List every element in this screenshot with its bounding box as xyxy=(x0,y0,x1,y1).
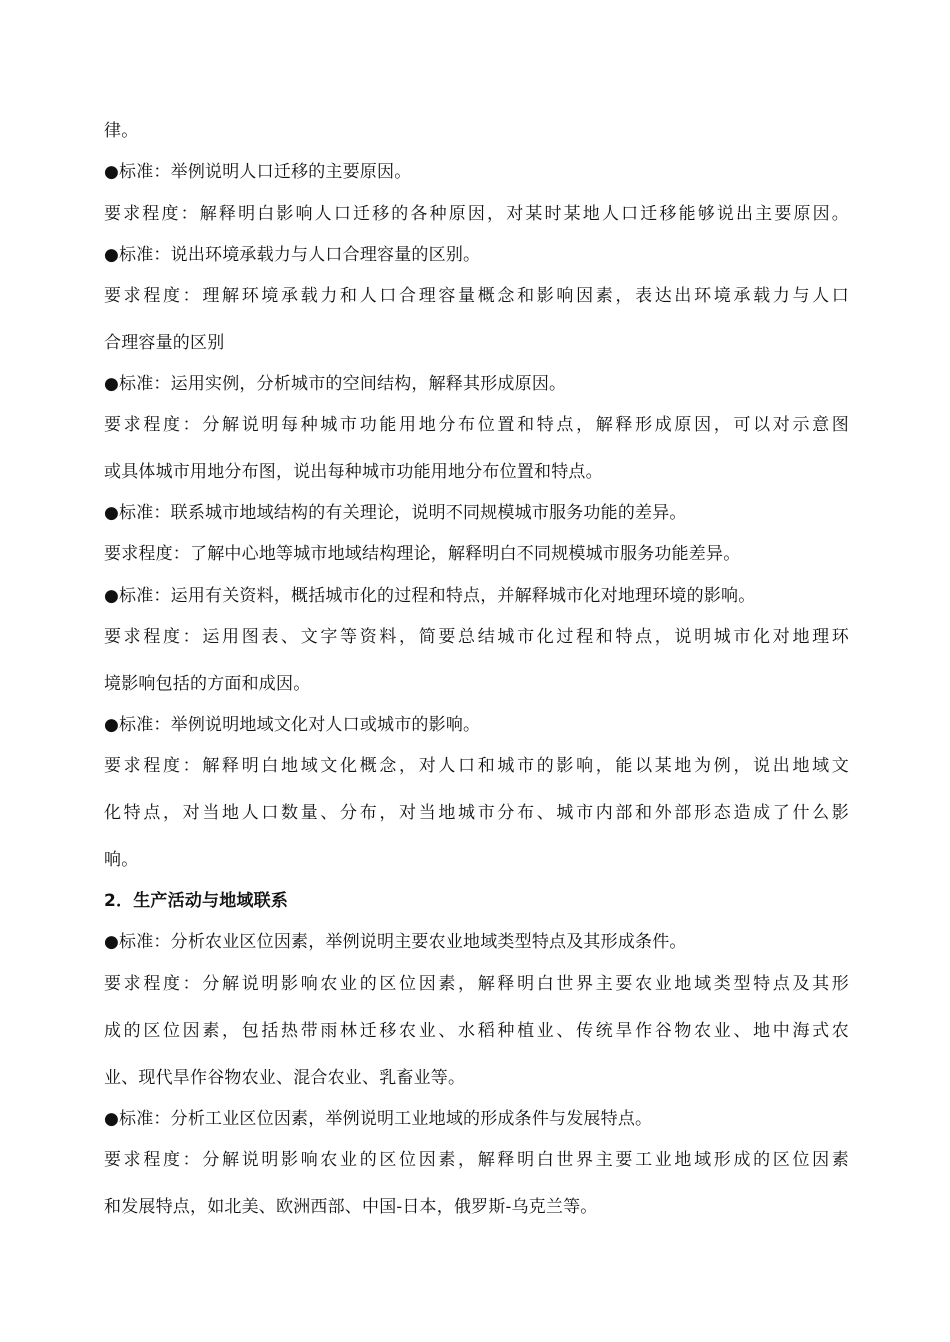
section-heading: 2．生产活动与地域联系 xyxy=(104,891,289,911)
text-line: 和发展特点，如北美、欧洲西部、中国-日本，俄罗斯-乌克兰等。 xyxy=(104,1197,598,1217)
requirement-line: 要求程度：分解说明每种城市功能用地分布位置和特点，解释形成原因，可以对示意图 xyxy=(104,415,849,435)
standard-bullet-line: ●标准：举例说明地域文化对人口或城市的影响。 xyxy=(104,715,481,735)
text-line: 响。 xyxy=(104,850,139,870)
requirement-line: 要求程度：运用图表、文字等资料，简要总结城市化过程和特点，说明城市化对地理环 xyxy=(104,627,849,647)
text-line: 律。 xyxy=(104,121,139,141)
standard-bullet-line: ●标准：运用有关资料，概括城市化的过程和特点，并解释城市化对地理环境的影响。 xyxy=(104,586,756,606)
standard-bullet-line: ●标准：举例说明人口迁移的主要原因。 xyxy=(104,162,412,182)
text-line: 化特点，对当地人口数量、分布，对当地城市分布、城市内部和外部形态造成了什么影 xyxy=(104,803,849,823)
text-line: 合理容量的区别 xyxy=(104,333,225,353)
requirement-line: 要求程度：了解中心地等城市地域结构理论，解释明白不同规模城市服务功能差异。 xyxy=(104,544,741,564)
standard-bullet-line: ●标准：运用实例，分析城市的空间结构，解释其形成原因。 xyxy=(104,374,567,394)
requirement-line: 要求程度：分解说明影响农业的区位因素，解释明白世界主要工业地域形成的区位因素 xyxy=(104,1150,849,1170)
requirement-line: 要求程度：解释明白地域文化概念，对人口和城市的影响，能以某地为例，说出地域文 xyxy=(104,756,849,776)
standard-bullet-line: ●标准：分析工业区位因素，举例说明工业地域的形成条件与发展特点。 xyxy=(104,1109,653,1129)
text-line: 业、现代旱作谷物农业、混合农业、乳畜业等。 xyxy=(104,1068,466,1088)
requirement-line: 要求程度：解释明白影响人口迁移的各种原因，对某时某地人口迁移能够说出主要原因。 xyxy=(104,204,849,224)
text-line: 或具体城市用地分布图，说出每种城市功能用地分布位置和特点。 xyxy=(104,462,603,482)
standard-bullet-line: ●标准：说出环境承载力与人口合理容量的区别。 xyxy=(104,245,481,265)
text-line: 境影响包括的方面和成因。 xyxy=(104,674,311,694)
requirement-line: 要求程度：理解环境承载力和人口合理容量概念和影响因素，表达出环境承载力与人口 xyxy=(104,286,849,306)
standard-bullet-line: ●标准：联系城市地域结构的有关理论，说明不同规模城市服务功能的差异。 xyxy=(104,503,687,523)
requirement-line: 要求程度：分解说明影响农业的区位因素，解释明白世界主要农业地域类型特点及其形 xyxy=(104,974,849,994)
standard-bullet-line: ●标准：分析农业区位因素，举例说明主要农业地域类型特点及其形成条件。 xyxy=(104,932,687,952)
text-line: 成的区位因素，包括热带雨林迁移农业、水稻种植业、传统旱作谷物农业、地中海式农 xyxy=(104,1021,849,1041)
